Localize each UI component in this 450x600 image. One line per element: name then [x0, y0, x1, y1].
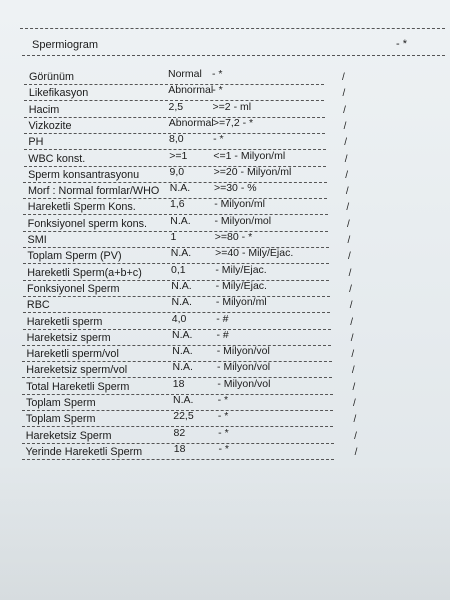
result-label: Hareketsiz sperm/vol: [26, 364, 128, 377]
result-label: Toplam Sperm: [26, 397, 96, 409]
result-label: Total Hareketli Sperm: [26, 380, 130, 393]
reference-range: - *: [212, 68, 223, 80]
result-label: PH: [28, 136, 44, 149]
result-label: Toplam Sperm (PV): [27, 250, 122, 263]
reference-range: - Mily/Ejac.: [215, 279, 267, 292]
reference-range: >=80 - *: [214, 231, 253, 243]
row-rule: [22, 459, 335, 460]
result-label: Sperm konsantrasyonu: [28, 168, 140, 181]
result-value: 1: [170, 231, 177, 243]
row-end-mark: /: [353, 398, 356, 409]
reference-range: >=20 - Milyon/ml: [213, 165, 292, 178]
reference-range: - Milyon/vol: [217, 361, 271, 374]
result-value: >=1: [169, 149, 188, 162]
reference-range: >=2 - ml: [212, 100, 252, 113]
reference-range: - #: [216, 328, 229, 341]
reference-range: - *: [213, 133, 224, 146]
result-label: Toplam Sperm: [25, 413, 96, 426]
top-rule: [20, 28, 445, 29]
result-label: Hareketli sperm/vol: [26, 348, 119, 361]
reference-range: <=1 - Milyon/ml: [213, 149, 286, 162]
row-end-mark: /: [343, 120, 347, 132]
result-value: 18: [173, 442, 186, 455]
reference-range: >=7,2 - *: [212, 116, 254, 129]
row-end-mark: /: [344, 137, 347, 149]
row-end-mark: /: [354, 446, 358, 458]
result-value: Normal: [168, 68, 202, 80]
row-end-mark: /: [347, 235, 351, 246]
result-label: Hareketli Sperm Kons.: [27, 201, 136, 214]
result-value: N.A.: [172, 361, 193, 374]
result-value: Abnormal: [168, 84, 214, 97]
row-end-mark: /: [350, 332, 354, 344]
result-label: Vizkozite: [28, 119, 72, 132]
reference-range: - Milyon/vol: [217, 377, 271, 390]
result-value: 4,0: [171, 312, 187, 325]
result-label: Hareketsiz Sperm: [25, 429, 112, 442]
row-end-mark: /: [351, 349, 355, 361]
result-value: N.A.: [173, 394, 194, 406]
reference-range: >=30 - %: [213, 182, 257, 195]
result-value: N.A.: [172, 328, 193, 341]
result-label: RBC: [26, 299, 50, 312]
row-end-mark: /: [348, 251, 351, 263]
reference-range: >=40 - Mily/Ejac.: [215, 247, 294, 260]
result-value: 9,0: [169, 165, 185, 178]
result-label: Hareketli sperm: [26, 315, 103, 328]
result-value: N.A.: [171, 296, 192, 309]
reference-range: - Milyon/vol: [216, 345, 270, 358]
result-label: Fonksiyonel Sperm: [27, 282, 120, 295]
result-value: 2,5: [168, 100, 184, 113]
result-value: Abnormal: [168, 116, 214, 129]
row-end-mark: /: [345, 186, 349, 198]
result-label: Morf : Normal formlar/WHO: [27, 185, 160, 198]
reference-range: - Mily/Ejac.: [215, 263, 267, 276]
result-value: N.A.: [171, 279, 192, 292]
reference-range: - #: [216, 312, 229, 325]
result-value: 1,6: [170, 198, 185, 211]
result-value: 18: [172, 377, 185, 390]
row-end-mark: /: [349, 300, 353, 312]
row-end-mark: /: [349, 283, 352, 295]
row-end-mark: /: [350, 316, 354, 328]
row-end-mark: /: [352, 381, 356, 393]
result-value: N.A.: [172, 345, 193, 358]
reference-range: - *: [217, 394, 229, 406]
result-label: Fonksiyonel sperm kons.: [27, 217, 148, 230]
result-label: Görünüm: [29, 71, 75, 83]
result-value: N.A.: [170, 247, 192, 260]
result-value: N.A.: [170, 214, 191, 227]
result-label: Yerinde Hareketli Sperm: [25, 445, 143, 458]
result-label: Likefikasyon: [28, 87, 89, 100]
reference-range: - *: [217, 410, 229, 423]
reference-range: - Milyon/mol: [214, 214, 272, 227]
reference-range: - *: [212, 84, 223, 97]
result-label: Hacim: [28, 103, 60, 116]
reference-range: - Milyon/ml: [215, 296, 267, 309]
header-rule: [22, 55, 445, 56]
result-value: N.A.: [169, 182, 191, 195]
row-end-mark: /: [346, 202, 350, 214]
row-end-mark: /: [342, 72, 345, 83]
reference-range: - *: [218, 426, 229, 439]
title-right-marker: - *: [396, 38, 407, 50]
result-value: 8,0: [169, 133, 184, 146]
result-value: 0,1: [171, 263, 186, 276]
row-end-mark: /: [343, 104, 346, 116]
row-end-mark: /: [345, 169, 349, 181]
reference-range: - *: [218, 442, 229, 455]
report-title: Spermiogram: [32, 39, 99, 51]
row-end-mark: /: [348, 267, 352, 279]
row-end-mark: /: [353, 414, 357, 426]
paper-shade: [0, 460, 450, 600]
result-label: SMI: [27, 234, 47, 246]
row-end-mark: /: [351, 365, 355, 377]
result-label: Hareketli Sperm(a+b+c): [27, 266, 142, 279]
result-value: 22,5: [173, 410, 194, 423]
row-end-mark: /: [354, 430, 357, 442]
row-end-mark: /: [346, 218, 350, 230]
reference-range: - Milyon/ml: [214, 198, 265, 211]
result-label: Hareketsiz sperm: [26, 331, 111, 344]
row-end-mark: /: [344, 153, 348, 165]
result-label: WBC konst.: [28, 152, 86, 165]
row-end-mark: /: [342, 88, 346, 100]
result-value: 82: [173, 426, 186, 439]
